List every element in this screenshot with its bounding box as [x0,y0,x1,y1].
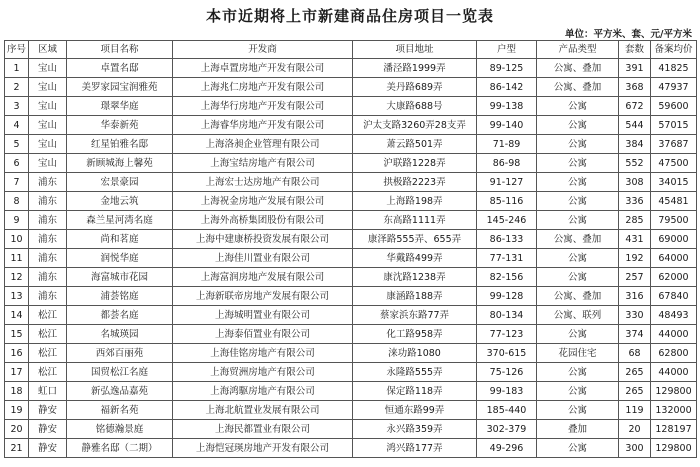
unit-size-cell: 77-131 [477,249,537,268]
product-type-cell: 叠加 [537,420,619,439]
project-address-cell: 涞功路1080 [353,344,477,363]
project-name-cell: 森兰星河湾名庭 [67,211,173,230]
average-price-cell: 64000 [651,249,697,268]
district-cell: 静安 [29,439,67,458]
average-price-cell: 132000 [651,401,697,420]
product-type-cell: 公寓 [537,97,619,116]
unit-count-cell: 544 [619,116,651,135]
project-name-cell: 璟翠华庭 [67,97,173,116]
table-row [5,287,697,306]
table-row [5,249,697,268]
product-type-cell: 公寓 [537,382,619,401]
table-row [5,363,697,382]
project-address-cell: 保定路118弄 [353,382,477,401]
project-name-cell: 西郊百丽苑 [67,344,173,363]
district-cell: 静安 [29,401,67,420]
project-name-cell: 宏景豪园 [67,173,173,192]
project-address-cell: 美丹路689弄 [353,78,477,97]
developer-cell: 上海宏士达房地产有限公司 [173,173,353,192]
table-row [5,97,697,116]
row-number-cell: 6 [5,154,29,173]
header-cell: 项目名称 [67,41,173,59]
unit-count-cell: 119 [619,401,651,420]
project-address-cell: 恒通东路99弄 [353,401,477,420]
unit-size-cell: 99-140 [477,116,537,135]
project-address-cell: 蔡家浜东路77弄 [353,306,477,325]
district-cell: 宝山 [29,59,67,78]
product-type-cell: 公寓、叠加 [537,78,619,97]
average-price-cell: 48493 [651,306,697,325]
project-address-cell: 沪联路1228弄 [353,154,477,173]
project-name-cell: 金地云筑 [67,192,173,211]
average-price-cell: 57015 [651,116,697,135]
row-number-cell: 17 [5,363,29,382]
unit-size-cell: 85-116 [477,192,537,211]
unit-count-cell: 265 [619,382,651,401]
table-row [5,59,697,78]
unit-count-cell: 68 [619,344,651,363]
average-price-cell: 129800 [651,439,697,458]
product-type-cell: 公寓、联列 [537,306,619,325]
product-type-cell: 公寓 [537,173,619,192]
district-cell: 静安 [29,420,67,439]
table-row [5,154,697,173]
unit-size-cell: 86-133 [477,230,537,249]
row-number-cell: 8 [5,192,29,211]
average-price-cell: 69000 [651,230,697,249]
project-address-cell: 康泽路555弄、655弄 [353,230,477,249]
average-price-cell: 62000 [651,268,697,287]
developer-cell: 上海祝金房地产发展有限公司 [173,192,353,211]
developer-cell: 上海北航置业发展有限公司 [173,401,353,420]
district-cell: 浦东 [29,287,67,306]
average-price-cell: 59600 [651,97,697,116]
project-name-cell: 尚和茗庭 [67,230,173,249]
product-type-cell: 公寓 [537,439,619,458]
project-table [4,40,697,458]
table-row [5,173,697,192]
developer-cell: 上海鸿駆房地产有限公司 [173,382,353,401]
average-price-cell: 44000 [651,363,697,382]
project-name-cell: 美罗家园宝润雅苑 [67,78,173,97]
project-address-cell: 大康路688号 [353,97,477,116]
developer-cell: 上海中建康桥投资发展有限公司 [173,230,353,249]
project-name-cell: 都荟名庭 [67,306,173,325]
row-number-cell: 14 [5,306,29,325]
row-number-cell: 16 [5,344,29,363]
table-row [5,135,697,154]
district-cell: 浦东 [29,230,67,249]
project-address-cell: 康涵路188弄 [353,287,477,306]
table-row [5,325,697,344]
row-number-cell: 19 [5,401,29,420]
table-row [5,78,697,97]
header-cell: 开发商 [173,41,353,59]
district-cell: 松江 [29,363,67,382]
developer-cell: 上海恺冠瑛房地产开发有限公司 [173,439,353,458]
row-number-cell: 1 [5,59,29,78]
developer-cell: 上海佳川置业有限公司 [173,249,353,268]
product-type-cell: 公寓 [537,363,619,382]
developer-cell: 上海新联帝房地产发展有限公司 [173,287,353,306]
average-price-cell: 128197 [651,420,697,439]
table-row [5,420,697,439]
project-address-cell: 华戴路499弄 [353,249,477,268]
developer-cell: 上海泰佰置业有限公司 [173,325,353,344]
product-type-cell: 公寓、叠加 [537,230,619,249]
table-row [5,116,697,135]
product-type-cell: 公寓 [537,268,619,287]
product-type-cell: 公寓 [537,401,619,420]
project-name-cell: 静雅名邸（二期） [67,439,173,458]
developer-cell: 上海宝结房地产有限公司 [173,154,353,173]
table-row [5,192,697,211]
unit-size-cell: 80-134 [477,306,537,325]
average-price-cell: 62800 [651,344,697,363]
project-name-cell: 卓置名邸 [67,59,173,78]
project-name-cell: 海富城市花园 [67,268,173,287]
row-number-cell: 13 [5,287,29,306]
unit-count-cell: 192 [619,249,651,268]
project-name-cell: 润悦华庭 [67,249,173,268]
header-cell: 产品类型 [537,41,619,59]
project-address-cell: 永兴路359弄 [353,420,477,439]
unit-count-cell: 300 [619,439,651,458]
district-cell: 宝山 [29,135,67,154]
row-number-cell: 15 [5,325,29,344]
project-name-cell: 名城瑛园 [67,325,173,344]
unit-size-cell: 145-246 [477,211,537,230]
table-header-row [5,41,697,59]
unit-count-cell: 391 [619,59,651,78]
average-price-cell: 67840 [651,287,697,306]
district-cell: 宝山 [29,154,67,173]
developer-cell: 上海民都置业有限公司 [173,420,353,439]
product-type-cell: 公寓 [537,325,619,344]
row-number-cell: 11 [5,249,29,268]
unit-size-cell: 99-183 [477,382,537,401]
header-cell: 套数 [619,41,651,59]
developer-cell: 上海贸洲房地产有限公司 [173,363,353,382]
unit-size-cell: 99-138 [477,97,537,116]
product-type-cell: 公寓 [537,192,619,211]
district-cell: 浦东 [29,211,67,230]
product-type-cell: 公寓、叠加 [537,287,619,306]
unit-count-cell: 368 [619,78,651,97]
unit-size-cell: 82-156 [477,268,537,287]
developer-cell: 上海华行房地产开发有限公司 [173,97,353,116]
table-row [5,382,697,401]
unit-count-cell: 552 [619,154,651,173]
district-cell: 宝山 [29,97,67,116]
table-row [5,401,697,420]
unit-count-cell: 431 [619,230,651,249]
row-number-cell: 20 [5,420,29,439]
district-cell: 浦东 [29,268,67,287]
product-type-cell: 公寓 [537,249,619,268]
row-number-cell: 5 [5,135,29,154]
table-row [5,306,697,325]
district-cell: 松江 [29,325,67,344]
district-cell: 虹口 [29,382,67,401]
table-row [5,268,697,287]
average-price-cell: 41825 [651,59,697,78]
developer-cell: 上海兆仁房地产开发有限公司 [173,78,353,97]
product-type-cell: 公寓 [537,135,619,154]
row-number-cell: 10 [5,230,29,249]
district-cell: 宝山 [29,116,67,135]
unit-count-cell: 20 [619,420,651,439]
project-address-cell: 萧云路501弄 [353,135,477,154]
unit-count-cell: 672 [619,97,651,116]
table-row [5,211,697,230]
row-number-cell: 2 [5,78,29,97]
average-price-cell: 44000 [651,325,697,344]
project-name-cell: 新顾城海上馨苑 [67,154,173,173]
district-cell: 浦东 [29,173,67,192]
unit-count-cell: 336 [619,192,651,211]
project-name-cell: 红星铂雅名邸 [67,135,173,154]
product-type-cell: 花园住宅 [537,344,619,363]
average-price-cell: 45481 [651,192,697,211]
developer-cell: 上海佳铭房地产有限公司 [173,344,353,363]
district-cell: 松江 [29,306,67,325]
unit-size-cell: 86-142 [477,78,537,97]
project-name-cell: 新弘逸品嘉苑 [67,382,173,401]
row-number-cell: 21 [5,439,29,458]
product-type-cell: 公寓 [537,211,619,230]
project-address-cell: 沪太支路3260弄28支弄 [353,116,477,135]
table-row [5,344,697,363]
unit-size-cell: 75-126 [477,363,537,382]
project-address-cell: 化工路958弄 [353,325,477,344]
row-number-cell: 9 [5,211,29,230]
developer-cell: 上海卓置房地产开发有限公司 [173,59,353,78]
unit-count-cell: 285 [619,211,651,230]
header-cell: 区域 [29,41,67,59]
project-address-cell: 潘泾路1999弄 [353,59,477,78]
unit-count-cell: 257 [619,268,651,287]
row-number-cell: 3 [5,97,29,116]
average-price-cell: 37687 [651,135,697,154]
unit-size-cell: 77-123 [477,325,537,344]
unit-count-cell: 265 [619,363,651,382]
average-price-cell: 79500 [651,211,697,230]
district-cell: 宝山 [29,78,67,97]
row-number-cell: 7 [5,173,29,192]
project-name-cell: 福新名苑 [67,401,173,420]
average-price-cell: 129800 [651,382,697,401]
developer-cell: 上海富润房地产发展有限公司 [173,268,353,287]
project-address-cell: 永隆路555弄 [353,363,477,382]
product-type-cell: 公寓 [537,116,619,135]
project-address-cell: 东高路1111弄 [353,211,477,230]
row-number-cell: 4 [5,116,29,135]
unit-count-cell: 330 [619,306,651,325]
developer-cell: 上海城明置业有限公司 [173,306,353,325]
row-number-cell: 12 [5,268,29,287]
unit-size-cell: 302-379 [477,420,537,439]
unit-count-cell: 384 [619,135,651,154]
district-cell: 浦东 [29,249,67,268]
unit-count-cell: 308 [619,173,651,192]
header-cell: 项目地址 [353,41,477,59]
average-price-cell: 47500 [651,154,697,173]
project-address-cell: 上海路198弄 [353,192,477,211]
page-title: 本市近期将上市新建商品住房项目一览表 [205,7,494,25]
unit-size-cell: 71-89 [477,135,537,154]
unit-count-cell: 374 [619,325,651,344]
unit-size-cell: 89-125 [477,59,537,78]
project-address-cell: 康沈路1238弄 [353,268,477,287]
district-cell: 浦东 [29,192,67,211]
product-type-cell: 公寓、叠加 [537,59,619,78]
developer-cell: 上海洛昶企业管理有限公司 [173,135,353,154]
row-number-cell: 18 [5,382,29,401]
header-cell: 序号 [5,41,29,59]
project-name-cell: 国贸松江名庭 [67,363,173,382]
project-address-cell: 拱极路2223弄 [353,173,477,192]
project-name-cell: 华泰新苑 [67,116,173,135]
unit-note: 单位：平方米、套、元/平方米 [565,29,692,40]
developer-cell: 上海外高桥集团股份有限公司 [173,211,353,230]
header-cell: 备案均价 [651,41,697,59]
unit-size-cell: 49-296 [477,439,537,458]
unit-size-cell: 86-98 [477,154,537,173]
table-body [5,59,697,458]
table-row [5,439,697,458]
unit-size-cell: 370-615 [477,344,537,363]
unit-size-cell: 99-128 [477,287,537,306]
average-price-cell: 47937 [651,78,697,97]
district-cell: 松江 [29,344,67,363]
average-price-cell: 34015 [651,173,697,192]
unit-count-cell: 316 [619,287,651,306]
header-cell: 户型 [477,41,537,59]
product-type-cell: 公寓 [537,154,619,173]
table-row [5,230,697,249]
project-name-cell: 浦荟铭庭 [67,287,173,306]
unit-size-cell: 91-127 [477,173,537,192]
project-address-cell: 鸿兴路177弄 [353,439,477,458]
developer-cell: 上海睿华房地产开发有限公司 [173,116,353,135]
project-name-cell: 铭德瀚景庭 [67,420,173,439]
unit-size-cell: 185-440 [477,401,537,420]
